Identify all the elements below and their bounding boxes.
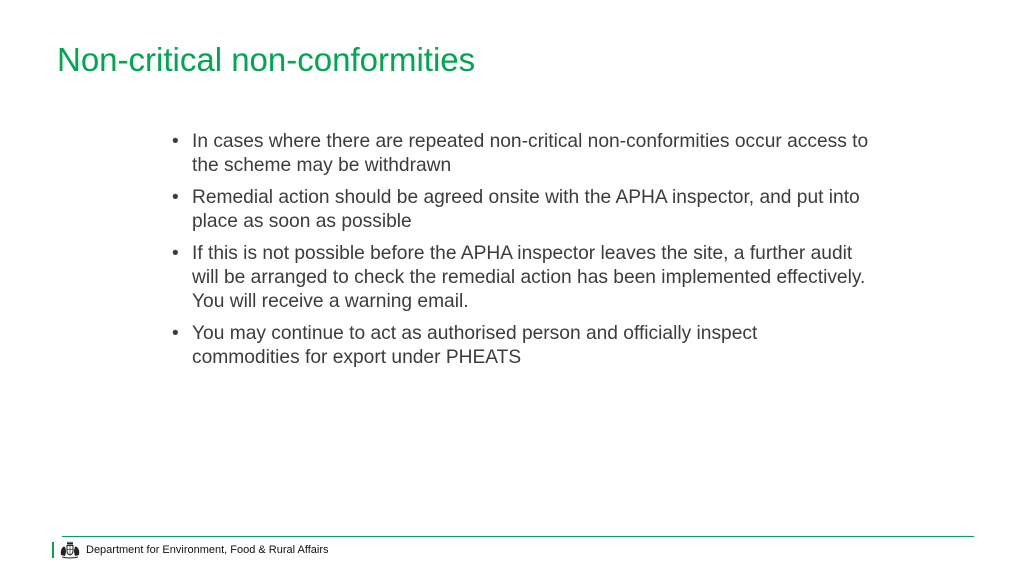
bullet-item [170,130,870,178]
bullet-marker: • [172,323,179,344]
bullet-marker: • [172,187,179,208]
bullet-text: You may continue to act as authorised person and officially inspect commodities for export under PHEATS [192,323,758,368]
footer-divider [62,536,974,537]
bullet-text: In cases where there are repeated non-critical non-conformities occur access to the scheme may be withdrawn [192,131,869,176]
department-name: Department for Environment, Food & Rural Affairs [86,544,329,556]
bullet-text: Remedial action should be agreed onsite with the APHA inspector, and put into place as soon as possible [192,187,860,232]
bullet-text: If this is not possible before the APHA inspector leaves the site, a further audit will be arranged to check the remedial action has been implemented effectively. You will receive a warning email. [192,243,866,312]
footer-accent-bar [52,542,54,558]
bullet-item [170,322,870,370]
royal-coat-of-arms-icon [59,541,81,559]
bullet-item [170,242,870,314]
bullet-marker: • [172,243,179,264]
slide-title: Non-critical non-conformities [57,41,476,78]
bullet-item [170,186,870,234]
bullet-list [170,130,870,378]
bullet-marker: • [172,131,179,152]
footer [52,540,329,560]
